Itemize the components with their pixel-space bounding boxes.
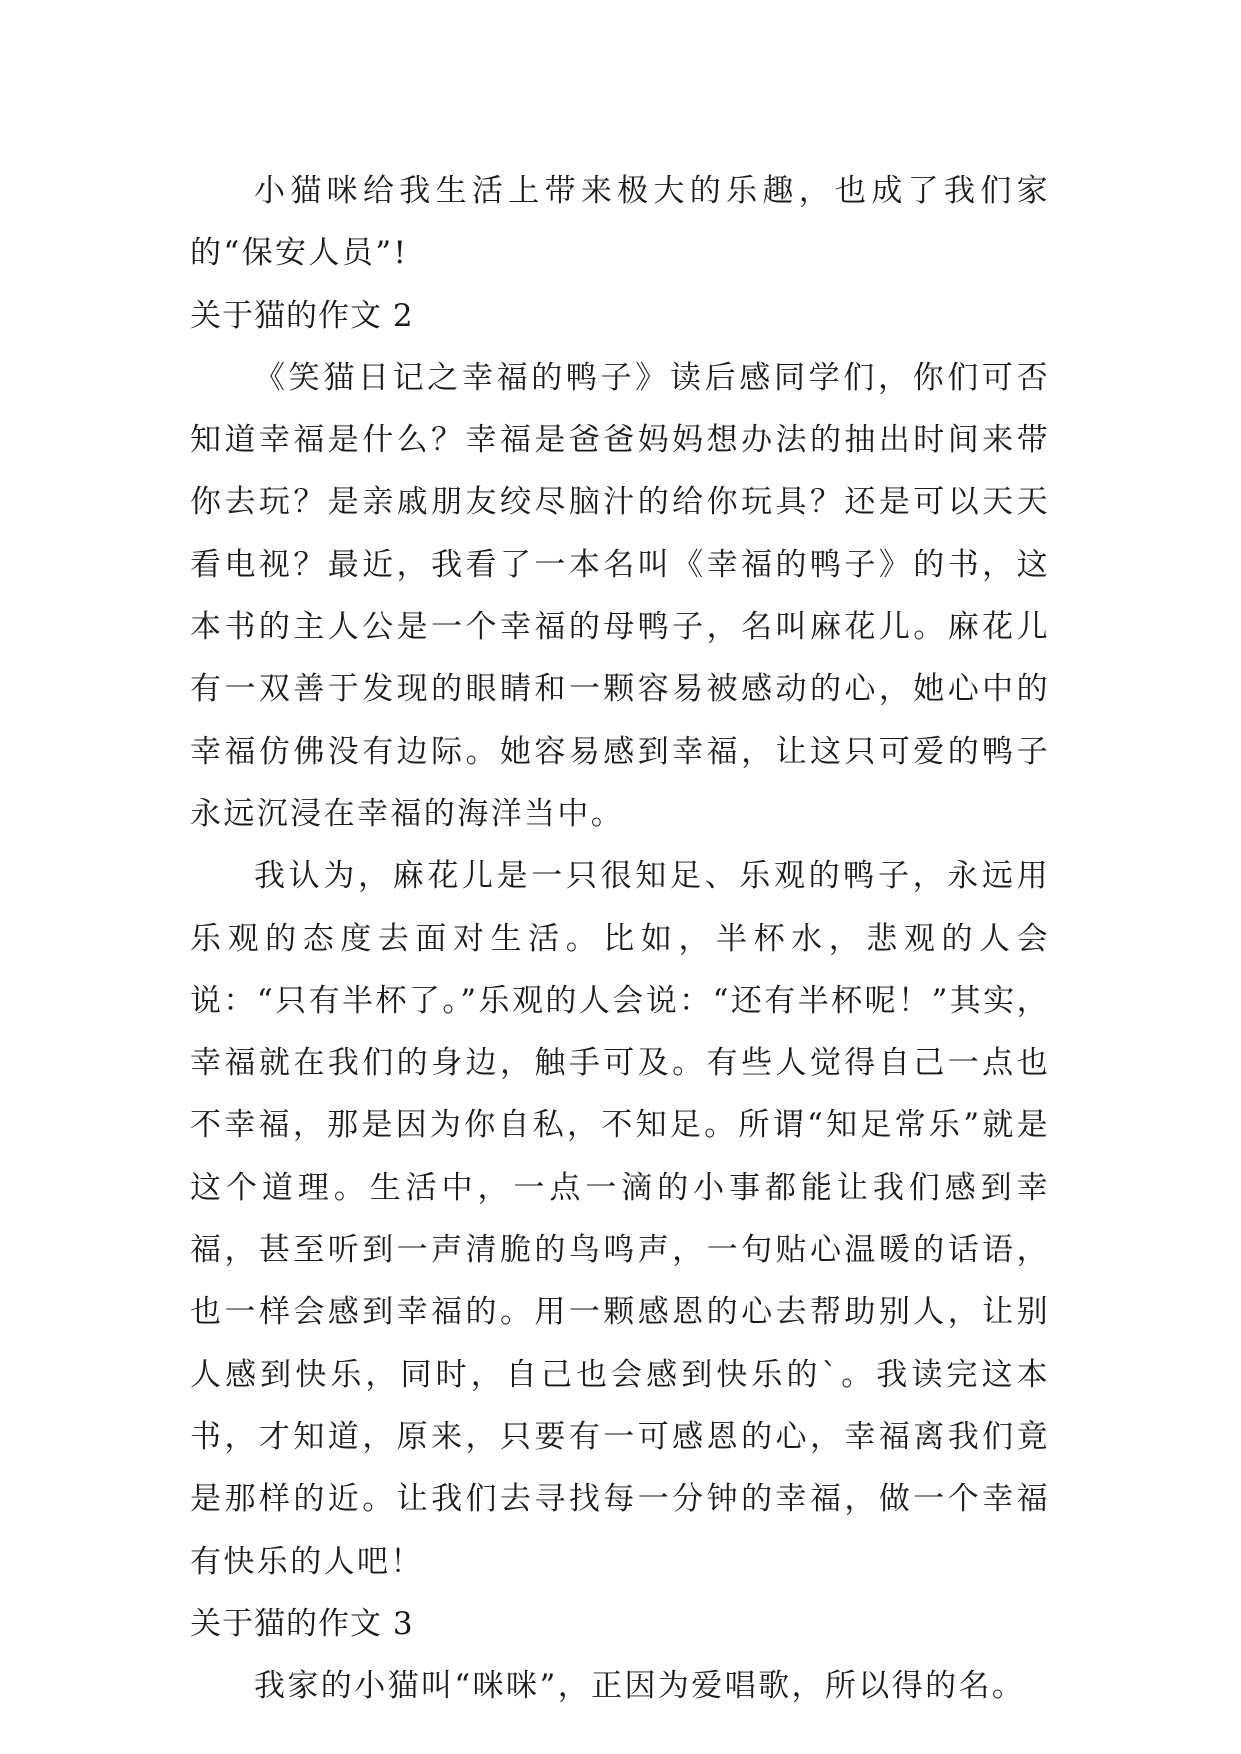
document-page (190, 160, 1050, 1717)
section-heading-3: 关于猫的作文 3 (190, 1605, 414, 1642)
paragraph-3: 我认为，麻花儿是一只很知足、乐观的鸭子，永远用乐观的态度去面对生活。比如，半杯水，悲观的人会说：“只有半杯了。”乐观的人会说：“还有半杯呢！”其实，幸福就在我们的身边，触手可及。有些人觉得自己一点也不幸福，那是因为你自私，不知足。所谓“知足常乐”就是这个道理。生活中，一点一滴的小事都能让我们感到幸福，甚至听到一声清脆的鸟鸣声，一句贴心温暖的话语，也一样会感到幸福的。用一颗感恩的心去帮助别人，让别人感到快乐，同时，自己也会感到快乐的`。我读完这本书，才知道，原来，只要有一可感恩的心，幸福离我们竟是那样的近。让我们去寻找每一分钟的幸福，做一个幸福有快乐的人吧！ (190, 858, 1050, 1580)
paragraph-1: 小猫咪给我生活上带来极大的乐趣，也成了我们家的“保安人员”! (190, 173, 1050, 272)
section-heading-2: 关于猫的作文 2 (190, 297, 414, 334)
paragraph-4: 我家的小猫叫“咪咪”，正因为爱唱歌，所以得的名。 (254, 1668, 1026, 1705)
paragraph-2: 《笑猫日记之幸福的鸭子》读后感同学们，你们可否知道幸福是什么？幸福是爸爸妈妈想办法的抽出时间来带你去玩？是亲戚朋友绞尽脑汁的给你玩具？还是可以天天看电视？最近，我看了一本名叫《幸福的鸭子》的书，这本书的主人公是一个幸福的母鸭子，名叫麻花儿。麻花儿有一双善于发现的眼睛和一颗容易被感动的心，她心中的幸福仿佛没有边际。她容易感到幸福，让这只可爱的鸭子永远沉浸在幸福的海洋当中。 (190, 359, 1050, 832)
